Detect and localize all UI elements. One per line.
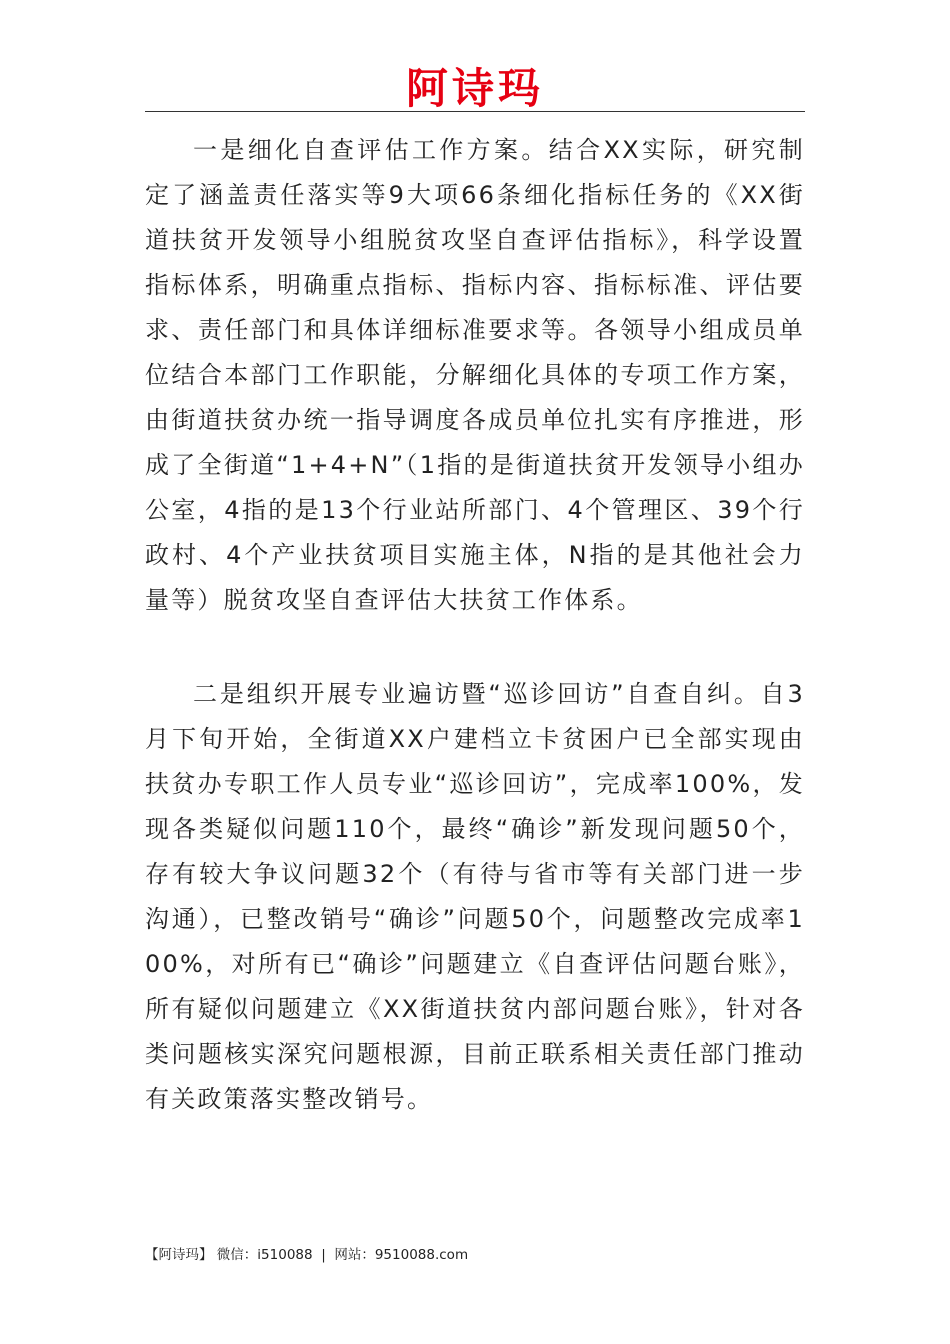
header-divider bbox=[145, 111, 805, 112]
footer-separator: | bbox=[321, 1247, 326, 1263]
footer-website: 网站：9510088.com bbox=[334, 1247, 469, 1263]
footer-brand: 【阿诗玛】 bbox=[145, 1247, 213, 1263]
footer-wechat: 微信：i510088 bbox=[216, 1247, 313, 1263]
paragraph-1: 一是细化自查评估工作方案。结合XX实际，研究制定了涵盖责任落实等9大项66条细化指标任务的《XX街道扶贫开发领导小组脱贫攻坚自查评估指标》，科学设置指标体系，明确重点指标、指标内容、指标标准、评估要求、责任部门和具体详细标准要求等。各领导小组成员单位结合本部门工作职能，分解细化具体的专项工作方案，由街道扶贫办统一指导调度各成员单位扎实有序推进，形成了全街道“1+4+N”（1指的是街道扶贫开发领导小组办公室，4指的是13个行业站所部门、4个管理区、39个行政村、4个产业扶贫项目实施主体，N指的是其他社会力量等）脱贫攻坚自查评估大扶贫工作体系。 bbox=[145, 136, 805, 614]
document-body bbox=[145, 128, 805, 1122]
brand-logo: 阿诗玛 bbox=[405, 64, 544, 113]
page-footer bbox=[145, 1244, 468, 1266]
paragraph-2: 二是组织开展专业遍访暨“巡诊回访”自查自纠。自3月下旬开始，全街道XX户建档立卡贫困户已全部实现由扶贫办专职工作人员专业“巡诊回访”，完成率100%，发现各类疑似问题110个，最终“确诊”新发现问题50个，存有较大争议问题32个（有待与省市等有关部门进一步沟通），已整改销号“确诊”问题50个，问题整改完成率100%，对所有已“确诊”问题建立《自查评估问题台账》，所有疑似问题建立《XX街道扶贫内部问题台账》，针对各类问题核实深究问题根源，目前正联系相关责任部门推动有关政策落实整改销号。 bbox=[145, 680, 805, 1113]
